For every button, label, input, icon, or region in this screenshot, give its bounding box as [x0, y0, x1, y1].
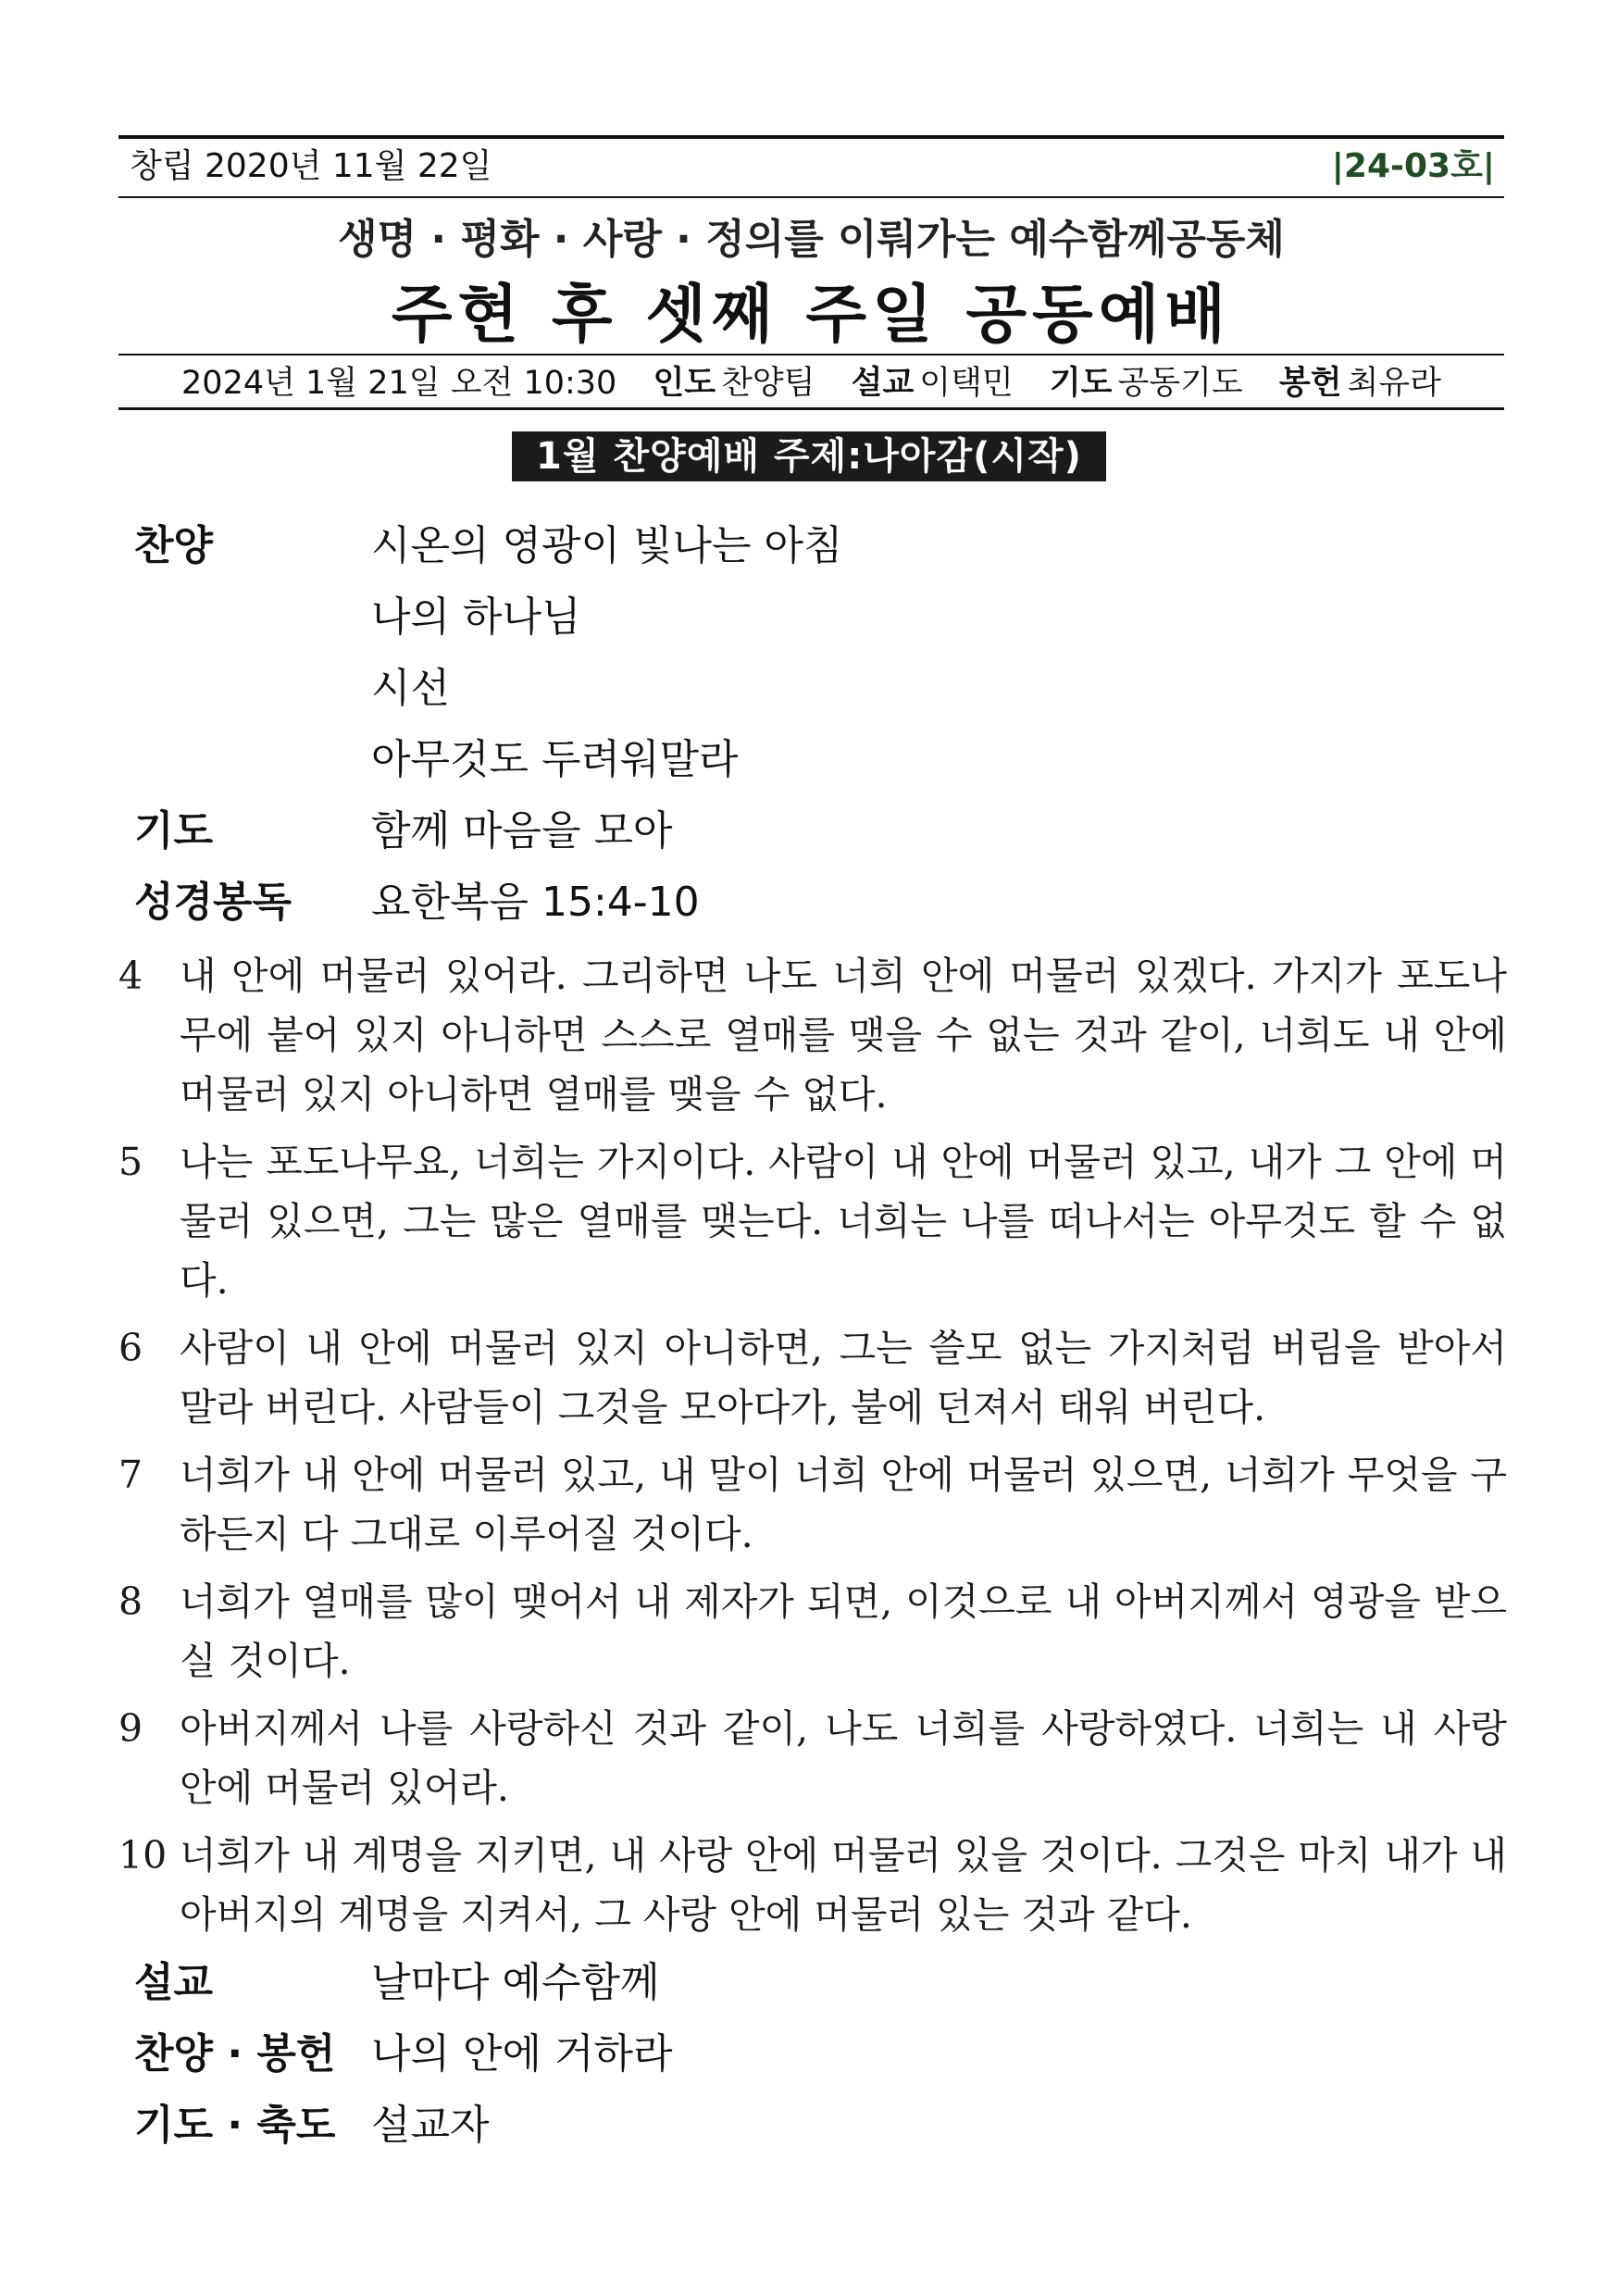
hymn-title: 시온의 영광이 빛나는 아침: [371, 522, 843, 569]
service-info: [118, 357, 1504, 409]
monthly-theme: 1월 찬양예배 주제:나아감(시작): [512, 431, 1106, 481]
reading-label: 성경봉독: [134, 879, 292, 926]
role-person: 이택민: [919, 365, 1014, 402]
hymn-list: [371, 518, 843, 804]
role-label: 설교: [851, 365, 915, 402]
verse-number: 5: [118, 1140, 143, 1184]
verse-number: 9: [118, 1706, 143, 1751]
reading-reference: 요한복음 15:4-10: [371, 879, 700, 926]
verse-number: 6: [118, 1326, 143, 1370]
benediction-leader: 설교자: [371, 2102, 490, 2149]
verse: [118, 1132, 1507, 1310]
scripture-text: [118, 946, 1507, 1953]
verse-text: 사람이 내 안에 머물러 있지 아니하면, 그는 쓸모 없는 가지처럼 버림을 받아서 말라 버린다. 사람들이 그것을 모아다가, 불에 던져서 태워 버린다.: [180, 1326, 1507, 1429]
role-label: 인도: [653, 365, 716, 402]
benediction-label: 기도 · 축도: [134, 2102, 336, 2149]
praise-label: 찬양: [134, 522, 214, 569]
role-person: 공동기도: [1117, 365, 1243, 402]
offering-label: 찬양 · 봉헌: [134, 2030, 336, 2078]
community-subtitle: 생명 · 평화 · 사랑 · 정의를 이뤄가는 예수함께공동체: [338, 216, 1285, 263]
verse: [118, 946, 1507, 1124]
verse-text: 아버지께서 나를 사랑하신 것과 같이, 나도 너희를 사랑하였다. 너희는 내 사랑 안에 머물러 있어라.: [180, 1706, 1507, 1810]
role-person: 찬양팀: [721, 365, 815, 402]
info-bottom-rule: [118, 407, 1504, 410]
sermon-title: 날마다 예수함께: [371, 1959, 660, 2006]
verse-number: 8: [118, 1579, 143, 1624]
verse: [118, 1826, 1507, 1944]
verse-text: 내 안에 머물러 있어라. 그리하면 나도 너희 안에 머물러 있겠다. 가지가 포도나무에 붙어 있지 아니하면 스스로 열매를 맺을 수 없는 것과 같이, 너희도 내 안에 머물러 있지 아니하면 열매를 맺을 수 없다.: [180, 954, 1507, 1117]
info-top-rule: [118, 354, 1504, 356]
sermon-item: [134, 1955, 1495, 2011]
offering-item: [134, 2027, 1495, 2082]
verse-number: 7: [118, 1453, 143, 1497]
verse-text: 너희가 내 안에 머물러 있고, 내 말이 너희 안에 머물러 있으면, 너희가 무엇을 구하든지 다 그대로 이루어질 것이다.: [180, 1453, 1507, 1556]
reading-item: [134, 875, 1495, 930]
hymn-title: 나의 하나님: [371, 593, 581, 641]
theme-banner: [0, 431, 1618, 481]
verse-number: 10: [118, 1833, 168, 1878]
masthead-rule: [118, 196, 1504, 198]
hymn-title: 시선: [371, 665, 451, 712]
role-person: 최유라: [1347, 365, 1441, 402]
issue-number: |24-03호|: [1331, 147, 1495, 185]
service-title: 주현 후 셋째 주일 공동예배: [391, 279, 1232, 352]
verse-text: 나는 포도나무요, 너희는 가지이다. 사람이 내 안에 머물러 있고, 내가 그 안에 머물러 있으면, 그는 많은 열매를 맺는다. 너희는 나를 떠나서는 아무것도 할 수 없다.: [180, 1140, 1507, 1303]
prayer-label: 기도: [134, 807, 214, 855]
masthead-row: [118, 139, 1504, 194]
verse-text: 너희가 열매를 많이 맺어서 내 제자가 되면, 이것으로 내 아버지께서 영광을 받으실 것이다.: [180, 1579, 1507, 1683]
hymn-title: 아무것도 두려워말라: [371, 736, 739, 783]
role-label: 기도: [1049, 365, 1113, 402]
founded-date: 창립 2020년 11월 22일: [130, 147, 492, 185]
role-label: 봉헌: [1278, 365, 1342, 402]
verse: [118, 1699, 1507, 1817]
prayer-item: [134, 804, 1495, 859]
verse: [118, 1318, 1507, 1437]
benediction-item: [134, 2098, 1495, 2153]
verse: [118, 1572, 1507, 1691]
offering-hymn: 나의 안에 거하라: [371, 2030, 673, 2078]
sermon-label: 설교: [134, 1959, 214, 2006]
prayer-value: 함께 마음을 모아: [371, 807, 673, 855]
verse-text: 너희가 내 계명을 지키면, 내 사랑 안에 머물러 있을 것이다. 그것은 마치 내가 내 아버지의 계명을 지켜서, 그 사랑 안에 머물러 있는 것과 같다.: [180, 1833, 1507, 1937]
verse-number: 4: [118, 954, 143, 998]
service-datetime: 2024년 1월 21일 오전 10:30: [181, 365, 617, 402]
verse: [118, 1445, 1507, 1564]
